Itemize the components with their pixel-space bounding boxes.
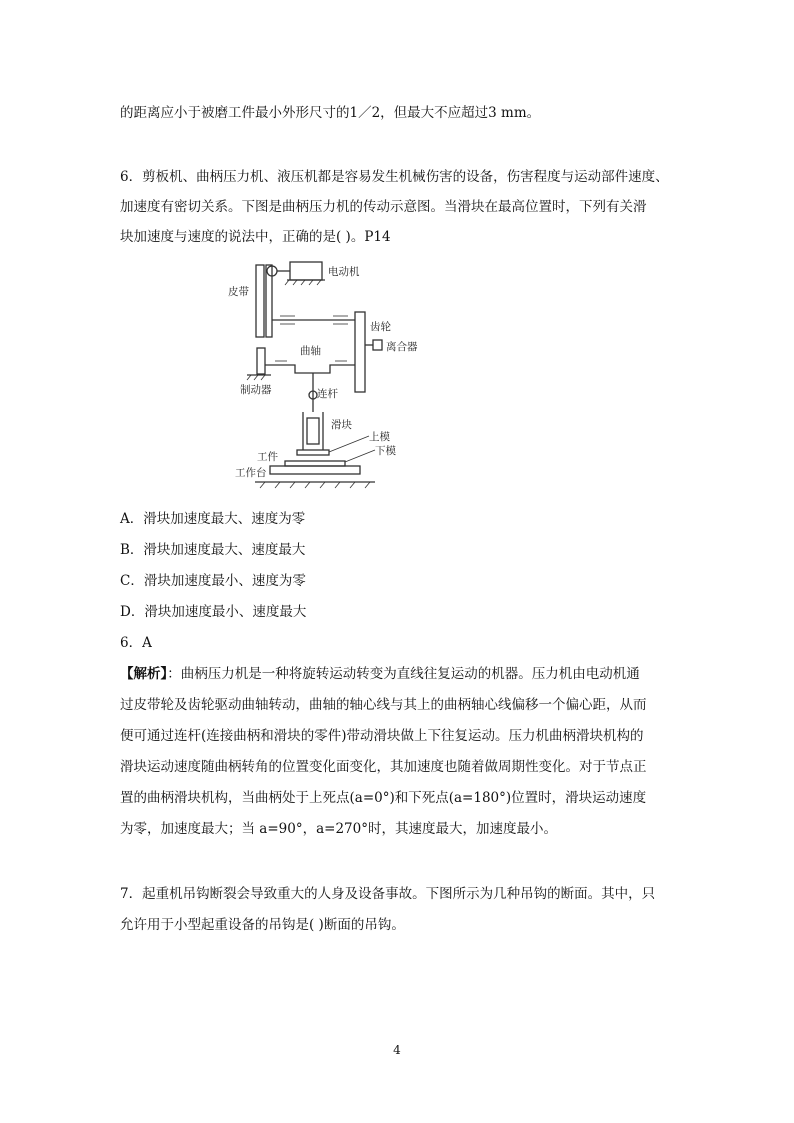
label-brake: 制动器 — [240, 384, 272, 396]
question-6-line-2: 加速度有密切关系。下图是曲柄压力机的传动示意图。当滑块在最高位置时，下列有关滑 — [120, 199, 647, 215]
label-connecting-rod: 连杆 — [317, 388, 338, 400]
question-6-line-3: 块加速度与速度的说法中，正确的是( )。P14 — [120, 229, 391, 245]
analysis-line-4: 滑块运动速度随曲柄转角的位置变化面变化，其加速度也随着做周期性变化。对于节点正 — [120, 759, 647, 775]
option-c: C．滑块加速度最小、速度为零 — [120, 573, 306, 589]
label-clutch: 离合器 — [386, 341, 418, 353]
crank-press-diagram — [225, 250, 525, 495]
question-6-line-1: 6．剪板机、曲柄压力机、液压机都是容易发生机械伤害的设备，伤害程度与运动部件速度、 — [120, 169, 669, 185]
answer: 6．A — [120, 635, 152, 651]
label-upper-die: 上模 — [369, 431, 390, 443]
question-7-line-1: 7．起重机吊钩断裂会导致重大的人身及设备事故。下图所示为几种吊钩的断面。其中，只 — [120, 886, 656, 902]
label-slider: 滑块 — [331, 419, 352, 431]
label-motor: 电动机 — [328, 266, 360, 278]
analysis-label: 【解析】 — [120, 666, 168, 682]
page-number: 4 — [393, 1043, 401, 1057]
analysis-line-3: 便可通过连杆(连接曲柄和滑块的零件)带动滑块做上下往复运动。压力机曲柄滑块机构的 — [120, 728, 644, 744]
question-7-line-2: 允许用于小型起重设备的吊钩是( )断面的吊钩。 — [120, 917, 405, 933]
text-line: 的距离应小于被磨工件最小外形尺寸的1／2，但最大不应超过3 mm。 — [120, 105, 541, 121]
label-belt: 皮带 — [228, 286, 249, 298]
option-b: B．滑块加速度最大、速度最大 — [120, 542, 306, 558]
option-a: A．滑块加速度最大、速度为零 — [120, 511, 306, 527]
analysis-line-5: 置的曲柄滑块机构，当曲柄处于上死点(a=0°)和下死点(a=180°)位置时，滑块运动速度 — [120, 790, 647, 806]
analysis-text: ：曲柄压力机是一种将旋转运动转变为直线往复运动的机器。压力机由电动机通 — [167, 666, 640, 682]
analysis-line-6: 为零，加速度最大；当 a=90°，a=270°时，其速度最大，加速度最小。 — [120, 821, 557, 837]
label-gear: 齿轮 — [370, 321, 391, 333]
analysis-line-1 — [120, 665, 640, 683]
label-workpiece: 工件 — [257, 451, 278, 463]
label-worktable: 工作台 — [235, 467, 267, 479]
label-crankshaft: 曲轴 — [300, 345, 321, 357]
label-lower-die: 下模 — [375, 445, 396, 457]
analysis-line-2: 过皮带轮及齿轮驱动曲轴转动，曲轴的轴心线与其上的曲柄轴心线偏移一个偏心距，从而 — [120, 697, 647, 713]
option-d: D．滑块加速度最小、速度最大 — [120, 604, 307, 620]
